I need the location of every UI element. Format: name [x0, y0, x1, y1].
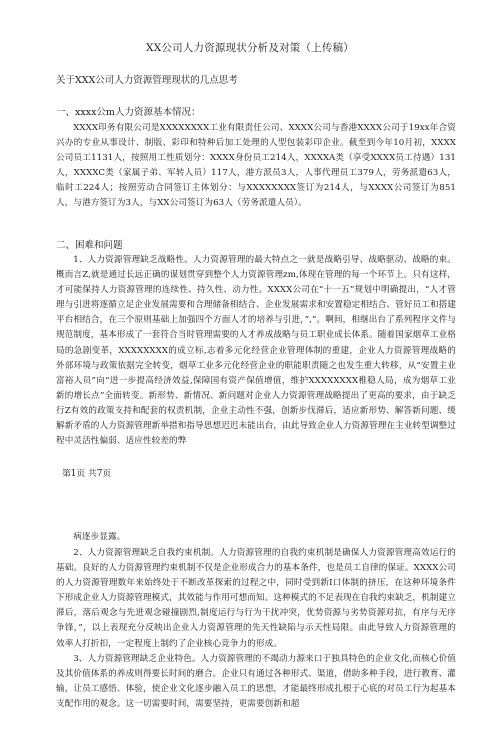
document-title: XX公司人力资源现状分析及对策（上传稿）: [146, 42, 354, 54]
paragraph-enterprise-feature: 3、人力资源管理缺乏企业特色。人力资源管理的不竭动力源来口于独具特色的企业文化,而核心价值及其价值体系的养成则得要长时间的磨合。企业只有通过各种形式、渠道，借助多种手段，进行教育、灌输，让员工感悟、体验，使企业文化逐步融入员工的思想，才能最终形成扎根于心底的对员工行为起基本支配作用的观念。这一切需要时间，需要坚持，更需要创新和超: [56, 654, 456, 710]
page-number: 第1页 共7页: [62, 469, 112, 479]
section-heading-problems: 二、困难和问题: [56, 240, 123, 251]
paragraph-strategy-problem: 1、人力资源管理缺乏战略性。人力资源管理的最大特点之一就是战略引导、战略驱动、战略的束。概而言Z,就是通过长远正确的谋划贯穿到整个人力资源管理zm,体现在管理的每一个环节上。只有这样，才可能保持人力资源管理的连续性、持久性、动力性。XXXX公司在“十一五”规划中明确提出，“人才管理与引进将逐循立足企业发展需要和合理储备相结合、企业发展需求和安置稳定相结合、管好员工和搭建平台相结合，在三个原则基础上加强四个方面人才的培养与引进，”,”。啊间，相继出台了系列程序文件与规范制度，基本形成了一套符合当时管理需要的人才养成战略与员工职业成长体系。随着国家烟草工业格局的急剧变革，XXXXXXXX的成立标,志着多元化经营企业管理体制的重建，企业人力资源管理战略的外部环境与政策依据完全转变，烟草工业多元化经营企业的职能职责随之也发生重大转移，从“安置主业富裕人员”向“进一步提高经济效益,保障国有资产保值增值，维护XXXXXXXX稚稳人局，成为烟草工业新的增长点”全面转变。新形势、新情况、新问题对企业人力资源管理战略提出了更高的要求，由于缺乏行Z有效的政策支持和配套的权责机制，企业主动性不强，创新步伐滞后，适应新形势、解答新问题、缓解新矛盾的人力资源管理新举措和指导思想迟迟未能出台，由此导致企业人力资源管理在主业转型调整过程中灵活性偏弱、适应性较差的弊: [56, 255, 456, 447]
paragraph-self-restraint: 2、人力资源管理缺乏自我约束机制。人力资源管理的自我约束机制是确保人力资源管理高效运行的基础。良好的人力资源管理约束机制不仅是企业形成合力的基本条件，也是员工自律的保证。XXXX公司的人力资源管理数年来始终处于不断改革探索的过程之中，同时受到新I口体制的挤压，在这种环境条件下形成企业人力资源管理模式，其效能与作用可想而知。这种模式的不足表现在自我约束缺乏，机制建立滞后，落后观念与先进观念碰撞剧烈,制度运行与行为干扰冲突，优势资源与劣势资源对抗，有序与无序争锋，”，以上表现充分反映出企业人力资源管理的先天性缺陷与示天性局限。由此导致人力资源管理的效率人打折扣，一定程度上制约了企业核心竞争力的形成。: [56, 548, 456, 649]
paragraph-continuation: 病逐步显露。: [73, 532, 126, 542]
document-subtitle: 关于XXX公司人力资源管理现状的几点思考: [56, 75, 238, 86]
paragraph-basic-info: XXXX印务有限公司是XXXXXXXX工业有限责任公司、XXXX公司与香港XXXX公司于19xx年合资兴办的专业从事设计、制版、彩印和特种后加工处理的人型包装彩印企业。截至到今年10月初，XXXX公司员工1131人，按照用工性质划分：XXXX身份员工214人，XXXXA类（享受XXXX员工待遇）131人，XXXXC类（家属子弟、军转人员）117人，港方派员3人，人事代理员工379人，劳务派遣63人，临时工224人；按照劳动合同签订主体划分：与XXXXXXXX签订为214人，与XXXX公司签订为851人，与港方签订为3人，与XX公司签订为63人（劳务派遣人员）。: [56, 123, 456, 209]
section-heading-basic-info: 一、xxxx公m人力资源基本情况：: [56, 107, 201, 118]
